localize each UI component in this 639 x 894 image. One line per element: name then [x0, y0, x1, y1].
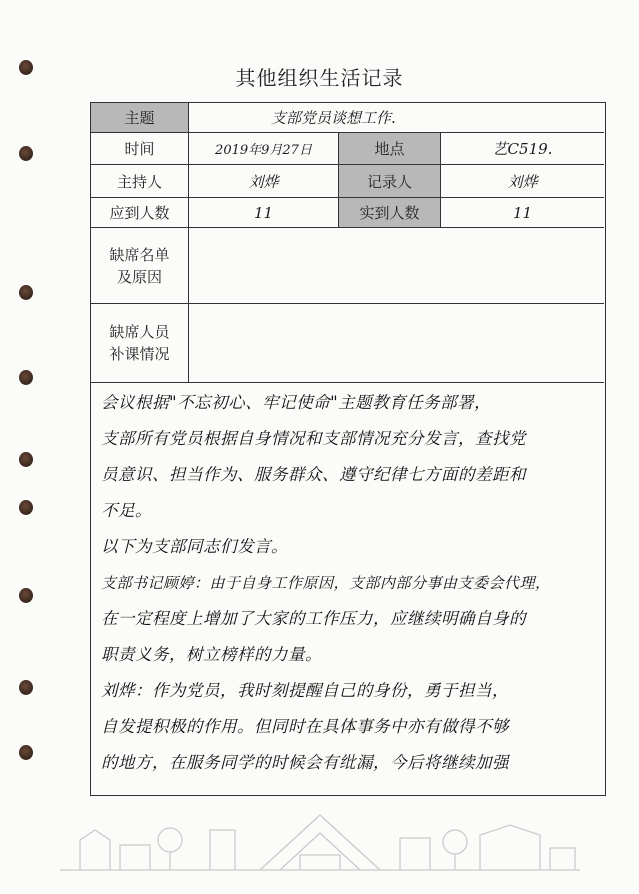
binder-hole	[19, 588, 33, 603]
building-left	[80, 830, 110, 870]
tower-left	[210, 830, 235, 870]
record-table	[90, 102, 606, 796]
tree-left	[158, 828, 182, 852]
note-line: 支部所有党员根据自身情况和支部情况充分发言，查找党	[101, 429, 526, 448]
note-line: 会议根据"不忘初心、牢记使命"主题教育任务部署，	[101, 393, 492, 412]
campus-illustration	[60, 800, 580, 880]
pyramid-roof-inner	[280, 833, 360, 870]
pyramid-base	[300, 855, 340, 870]
recorder-value: 刘烨	[507, 172, 538, 191]
form-title: 其他组织生活记录	[235, 66, 404, 90]
note-line: 职责义务，树立榜样的力量。	[101, 645, 322, 664]
absent-list-label-line2: 及原因	[116, 267, 162, 286]
host-label: 主持人	[91, 165, 189, 197]
binder-hole	[19, 745, 33, 760]
note-line: 刘烨：作为党员，我时刻提醒自己的身份，勇于担当，	[101, 681, 509, 700]
note-line: 自发提积极的作用。但同时在具体事务中亦有做得不够	[101, 717, 509, 736]
row-host-recorder	[91, 165, 604, 198]
topic-label: 主题	[91, 103, 189, 132]
topic-value: 支部党员谈想工作.	[271, 109, 396, 127]
row-makeup	[91, 304, 604, 383]
time-value: 2019年9月27日	[189, 133, 339, 164]
building-left-2	[120, 845, 150, 870]
binder-hole	[19, 500, 33, 515]
row-absent-list	[91, 228, 604, 304]
actual-label: 实到人数	[339, 198, 441, 227]
binder-hole	[19, 370, 33, 385]
meeting-notes	[101, 385, 596, 781]
tree-right	[443, 830, 467, 854]
building-right	[400, 838, 430, 870]
binder-hole	[19, 146, 33, 161]
row-attendance	[91, 198, 604, 228]
building-right-3	[550, 848, 575, 870]
note-line: 以下为支部同志们发言。	[101, 537, 288, 556]
host-value: 刘烨	[189, 165, 339, 197]
binder-hole	[19, 285, 33, 300]
makeup-label-line2: 补课情况	[109, 345, 170, 363]
note-line: 在一定程度上增加了大家的工作压力，应继续明确自身的	[101, 609, 526, 628]
pyramid-roof-outer	[260, 815, 380, 870]
row-topic	[91, 103, 604, 133]
makeup-label	[91, 304, 189, 382]
note-line: 支部书记顾婷：由于自身工作原因，支部内部分事由支委会代理，	[101, 574, 551, 592]
note-line: 不足。	[101, 501, 152, 520]
makeup-value	[189, 304, 604, 382]
location-label: 地点	[339, 133, 441, 164]
note-line: 的地方，在服务同学的时候会有纰漏，今后将继续加强	[101, 753, 509, 772]
note-line: 员意识、担当作为、服务群众、遵守纪律七方面的差距和	[101, 465, 526, 484]
actual-value: 11	[512, 203, 533, 222]
row-time-location	[91, 133, 604, 165]
time-label: 时间	[91, 133, 189, 164]
building-right-2	[480, 825, 540, 870]
absent-list-value	[189, 228, 604, 303]
binder-hole	[19, 680, 33, 695]
expected-label: 应到人数	[91, 198, 189, 227]
absent-list-label-line1: 缺席名单	[109, 245, 170, 264]
makeup-label-line1: 缺席人员	[109, 323, 170, 341]
recorder-label: 记录人	[339, 165, 441, 197]
absent-list-label	[91, 228, 189, 303]
expected-value: 11	[189, 198, 339, 227]
binder-hole	[19, 452, 33, 467]
location-value: 艺C519.	[492, 140, 553, 158]
